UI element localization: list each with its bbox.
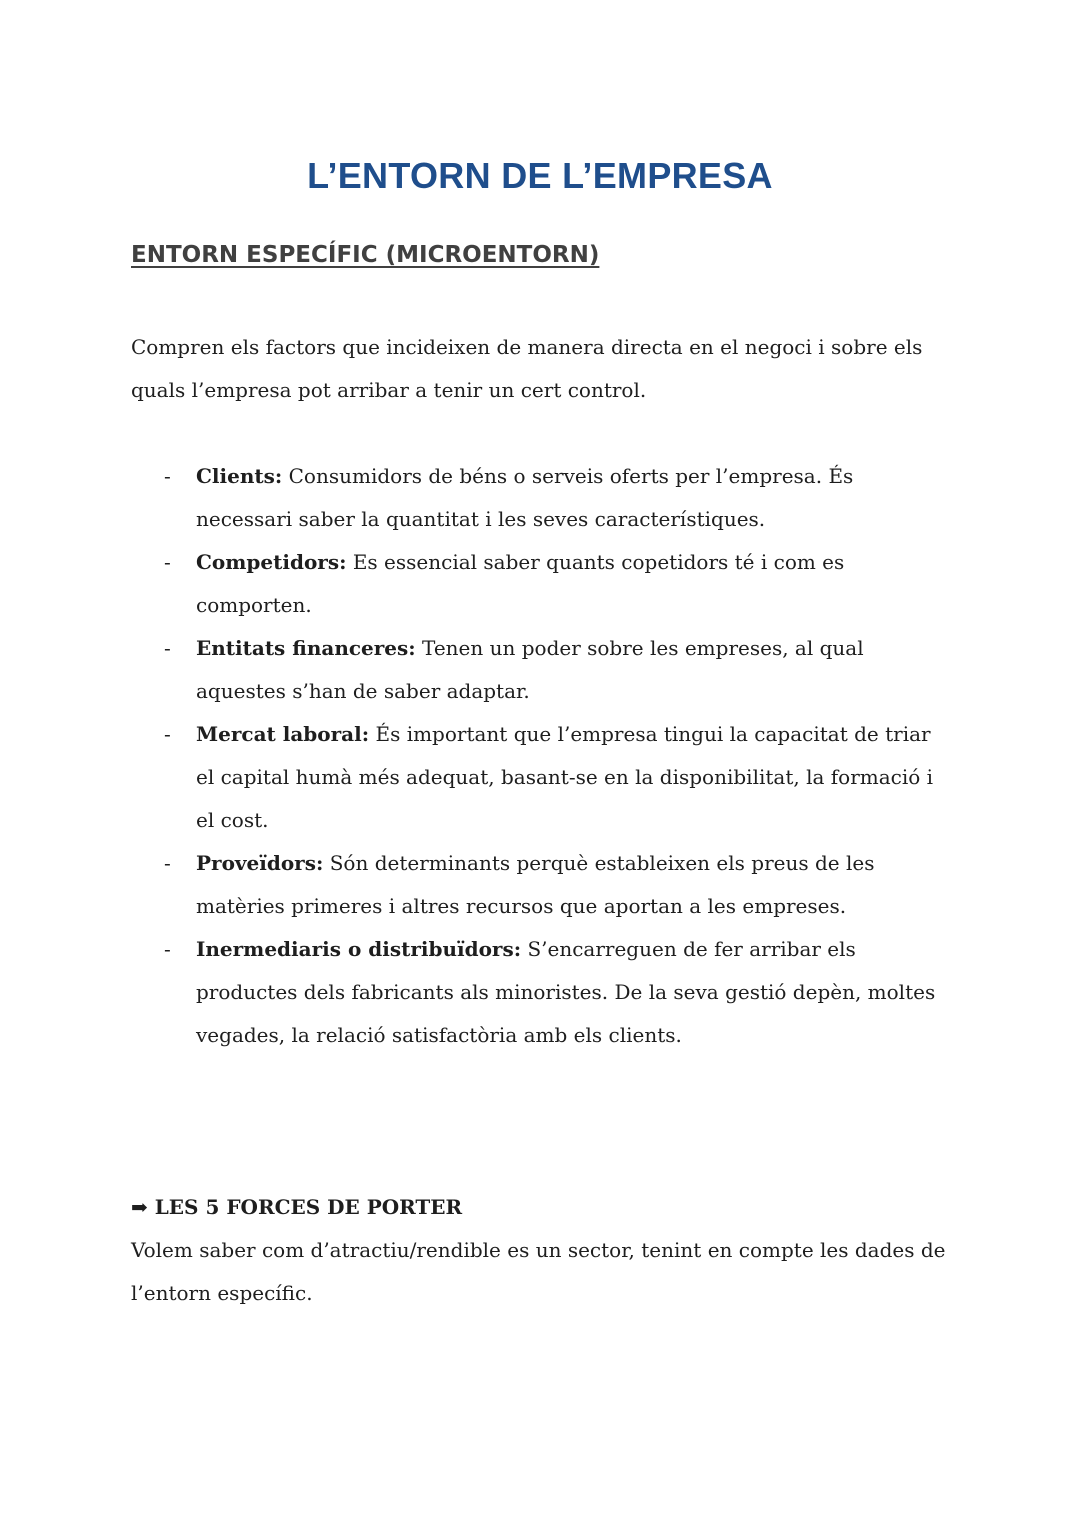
bullet-text: Tenen un poder sobre les empreses, al qual aquestes s’han de saber adaptar. — [196, 636, 864, 703]
list-item — [131, 842, 951, 928]
bullet-dash: - — [164, 851, 171, 875]
page-title: L’ENTORN DE L’EMPRESA — [307, 155, 773, 197]
bullet-term: Proveïdors: — [196, 851, 324, 875]
bullet-text: És important que l’empresa tingui la capacitat de triar el capital humà més adequat, basant-se en la disponibilitat, la formació i el cost. — [196, 722, 934, 832]
bullet-term: Mercat laboral: — [196, 722, 370, 746]
bullet-dash: - — [164, 550, 171, 574]
porter-heading — [131, 1186, 462, 1229]
list-item — [131, 928, 951, 1057]
bullet-term: Clients: — [196, 464, 283, 488]
bullet-term: Inermediaris o distribuïdors: — [196, 937, 522, 961]
bullet-list — [131, 455, 951, 1057]
bullet-term: Competidors: — [196, 550, 347, 574]
porter-heading-label: LES 5 FORCES DE PORTER — [154, 1195, 463, 1219]
arrow-right-icon: ➡ — [131, 1195, 148, 1219]
bullet-text: Es essencial saber quants copetidors té i com es comporten. — [196, 550, 845, 617]
intro-paragraph: Compren els factors que incideixen de manera directa en el negoci i sobre els quals l’empresa pot arribar a tenir un cert control. — [131, 335, 923, 402]
bullet-text: S’encarreguen de fer arribar els productes dels fabricants als minoristes. De la seva gestió depèn, moltes vegades, la relació satisfactòria amb els clients. — [196, 937, 936, 1047]
list-item — [131, 713, 951, 842]
section-heading: ENTORN ESPECÍFIC (MICROENTORN) — [131, 242, 600, 268]
bullet-text: Consumidors de béns o serveis oferts per l’empresa. És necessari saber la quantitat i les seves característiques. — [196, 464, 854, 531]
list-item — [131, 455, 951, 541]
bullet-dash: - — [164, 636, 171, 660]
bullet-dash: - — [164, 937, 171, 961]
list-item — [131, 627, 951, 713]
bullet-dash: - — [164, 464, 171, 488]
bullet-dash: - — [164, 722, 171, 746]
list-item — [131, 541, 951, 627]
bullet-term: Entitats financeres: — [196, 636, 416, 660]
porter-paragraph: Volem saber com d’atractiu/rendible es un sector, tenint en compte les dades de l’entorn específic. — [131, 1238, 946, 1305]
bullet-text: Són determinants perquè estableixen els preus de les matèries primeres i altres recursos que aportan a les empreses. — [196, 851, 875, 918]
